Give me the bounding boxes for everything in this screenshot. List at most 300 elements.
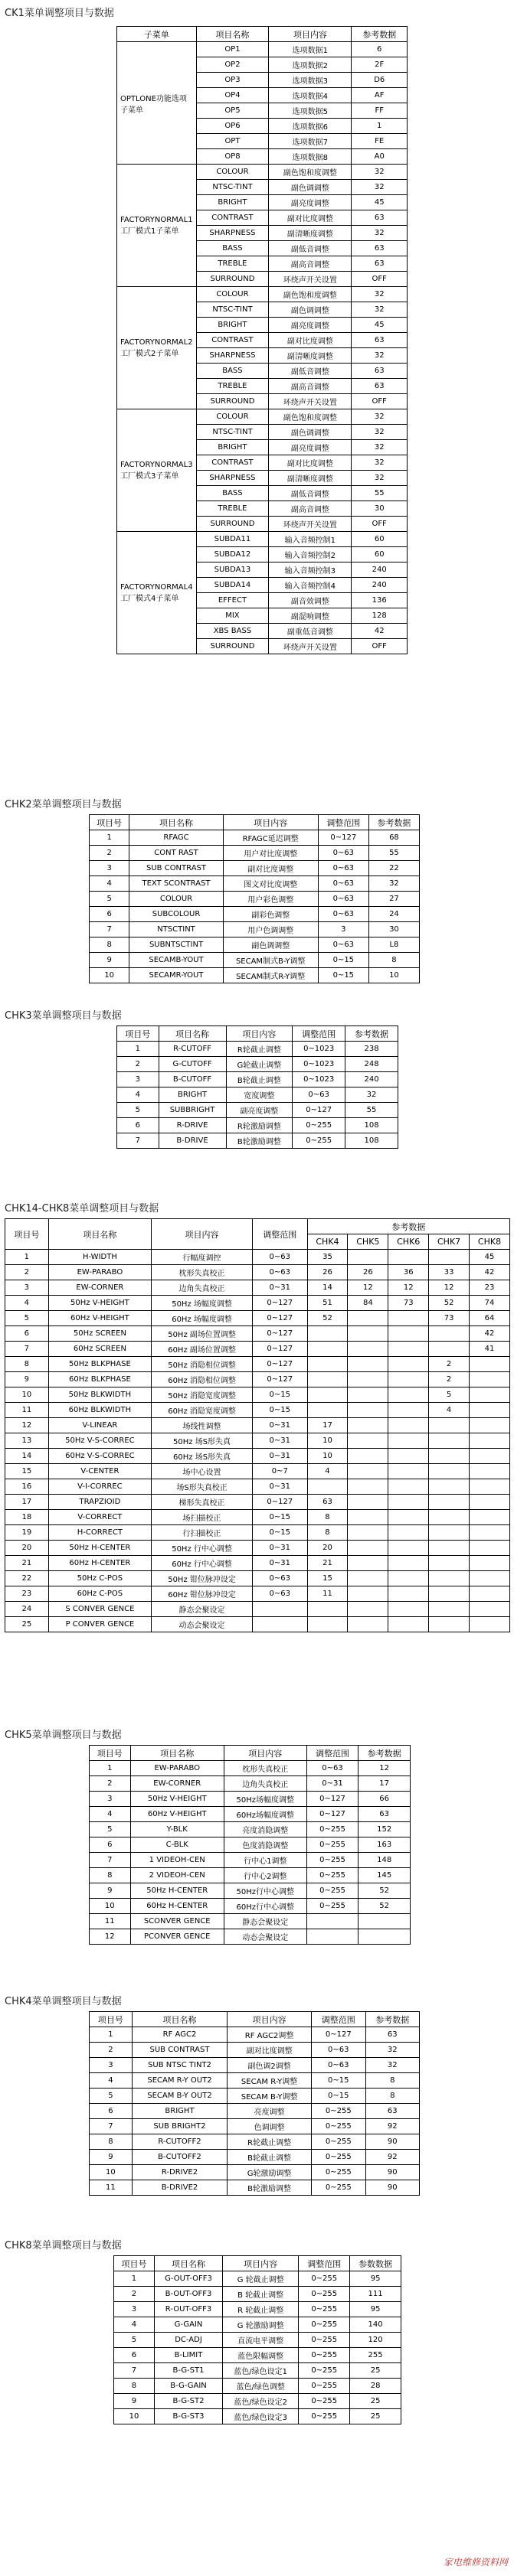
table-cell: 0~255	[312, 2119, 365, 2134]
table-cell: COLOUR	[129, 892, 223, 907]
table-cell: 28	[350, 2379, 401, 2394]
table-cell: 4	[90, 2073, 133, 2089]
table-cell	[388, 1326, 429, 1342]
table-cell: S CONVER GENCE	[48, 1602, 151, 1617]
table-cell: 0~255	[306, 1822, 358, 1837]
table-cell: 11	[90, 1914, 131, 1929]
table-cell: 8	[307, 1510, 348, 1525]
column-header: 项目名称	[196, 27, 269, 42]
table-cell	[388, 1617, 429, 1632]
table-row	[90, 830, 420, 846]
column-header: 参考数据	[345, 1026, 398, 1042]
column-header: 调整范围	[318, 815, 368, 830]
table-cell: SECAM制式R-Y调整	[223, 968, 318, 983]
table-cell: 111	[350, 2287, 401, 2302]
table-cell: 0~127	[252, 1311, 307, 1326]
table-cell: 场扫描校正	[152, 1510, 253, 1525]
table-cell	[388, 1464, 429, 1479]
table-cell: 0~1023	[293, 1057, 345, 1072]
table-row	[117, 1118, 398, 1133]
table-cell: 11	[90, 2180, 133, 2196]
chk3-table	[116, 1026, 398, 1149]
table-cell: B-G-ST3	[154, 2409, 222, 2424]
table-cell	[429, 1449, 470, 1464]
table-cell: OP5	[196, 103, 269, 119]
table-cell: SURROUND	[196, 517, 269, 532]
table-cell: 0~255	[306, 1899, 358, 1914]
table-cell: 17	[5, 1495, 49, 1510]
table-cell: 0~255	[306, 1837, 358, 1853]
table-cell: 副亮度调整	[269, 195, 352, 210]
table-cell: 副色饱和度调整	[269, 409, 352, 425]
column-header: 调整范围	[293, 1026, 345, 1042]
table-cell	[348, 1372, 388, 1387]
table-cell: 17	[307, 1418, 348, 1433]
table-cell: 10	[307, 1449, 348, 1464]
table-cell: 51	[307, 1296, 348, 1311]
table-cell	[429, 1495, 470, 1510]
table-row	[5, 1433, 510, 1449]
table-cell: P CONVER GENCE	[48, 1617, 151, 1632]
chk2-table	[89, 814, 420, 983]
table-cell: 50Hz 钳位脉冲设定	[152, 1571, 253, 1586]
table-cell	[388, 1541, 429, 1556]
table-row	[90, 1761, 411, 1776]
table-cell	[388, 1510, 429, 1525]
table-cell: 副高音调整	[269, 501, 352, 517]
table-cell: 2	[114, 2287, 155, 2302]
table-cell: 0~127	[318, 830, 368, 846]
table-cell: 50Hz BLKWIDTH	[48, 1387, 151, 1403]
table-cell: 场S形失真校正	[152, 1479, 253, 1495]
table-row	[117, 1072, 398, 1087]
table-cell: SUBDA14	[196, 578, 269, 593]
table-cell: SUBDA13	[196, 562, 269, 578]
table-cell: Y-BLK	[130, 1822, 224, 1837]
table-cell: 用户对比度调整	[223, 846, 318, 861]
table-cell: 副彩色调整	[223, 907, 318, 922]
table-cell	[348, 1495, 388, 1510]
table-cell: 50Hz 行中心调整	[152, 1541, 253, 1556]
table-cell	[388, 1586, 429, 1602]
column-header: 项目内容	[228, 2012, 312, 2027]
table-cell: 42	[470, 1265, 510, 1280]
table-cell: 5	[90, 1822, 131, 1837]
table-cell: 30	[368, 922, 419, 937]
table-cell: 0~31	[252, 1541, 307, 1556]
table-cell: 8	[90, 937, 129, 953]
table-cell: 50Hz V-HEIGHT	[48, 1296, 151, 1311]
table-cell	[470, 1556, 510, 1571]
table-cell: B轮截止调整	[226, 1072, 293, 1087]
table-cell: BRIGHT	[196, 440, 269, 455]
table-cell	[307, 1403, 348, 1418]
table-row	[90, 907, 420, 922]
table-cell: 60Hz 副场位置调整	[152, 1342, 253, 1357]
table-cell: 9	[90, 953, 129, 968]
table-cell	[388, 1495, 429, 1510]
table-cell: 9	[114, 2394, 155, 2409]
table-cell: 74	[470, 1296, 510, 1311]
table-cell	[470, 1449, 510, 1464]
table-cell: 0~127	[252, 1357, 307, 1372]
table-cell: 10	[90, 2165, 133, 2180]
table-cell: 60Hz 场S形失真	[152, 1449, 253, 1464]
table-cell: 环绕声开关设置	[269, 272, 352, 287]
table-cell: 73	[429, 1311, 470, 1326]
table-cell: R 轮截止调整	[223, 2302, 299, 2317]
table-cell: 0~255	[312, 2150, 365, 2165]
table-cell: 24	[368, 907, 419, 922]
table-cell: B轮截止调整	[228, 2150, 312, 2165]
table-cell	[348, 1525, 388, 1541]
table-cell	[388, 1479, 429, 1495]
table-cell: 45	[352, 195, 408, 210]
table-cell: 63	[352, 256, 408, 272]
submenu-name-cell: FACTORYNORMAL1工厂模式1子菜单	[117, 165, 197, 287]
table-cell	[306, 1914, 358, 1929]
table-cell	[470, 1510, 510, 1525]
table-row	[5, 1525, 510, 1541]
column-header: 项目名称	[48, 1219, 151, 1250]
table-cell	[470, 1433, 510, 1449]
table-cell: 行幅度调控	[152, 1250, 253, 1265]
table-cell	[388, 1602, 429, 1617]
chk4-table	[89, 2011, 420, 2196]
table-row	[117, 1087, 398, 1103]
table-cell	[307, 1479, 348, 1495]
table-cell: 16	[5, 1479, 49, 1495]
table-cell: R-DRIVE2	[132, 2165, 227, 2180]
table-cell: 梯形失真校正	[152, 1495, 253, 1510]
table-cell: 0~255	[299, 2271, 350, 2287]
table-cell: 6	[90, 907, 129, 922]
column-header: 项目内容	[152, 1219, 253, 1250]
table-row	[90, 876, 420, 892]
table-row	[90, 2073, 420, 2089]
table-cell: 0~63	[318, 876, 368, 892]
column-header: 调整范围	[299, 2256, 350, 2271]
table-cell: CONT RAST	[129, 846, 223, 861]
table-cell: 90	[365, 2180, 419, 2196]
table-cell: COLOUR	[196, 165, 269, 180]
table-cell: 4	[90, 876, 129, 892]
column-header: 项目内容	[223, 815, 318, 830]
table-cell: 15	[5, 1464, 49, 1479]
table-cell: 2	[117, 1057, 159, 1072]
table-cell: 145	[358, 1868, 411, 1883]
table-cell: 副高音调整	[269, 256, 352, 272]
table-cell: 240	[345, 1072, 398, 1087]
column-header: 项目内容	[269, 27, 352, 42]
table-cell: 10	[307, 1433, 348, 1449]
table-row	[5, 1449, 510, 1464]
table-cell: 4	[5, 1296, 49, 1311]
table-cell: 50Hz场幅度调整	[224, 1792, 306, 1807]
table-cell: 63	[352, 241, 408, 256]
table-cell: SUB CONTRAST	[132, 2043, 227, 2058]
table-row	[117, 532, 408, 547]
table-row	[5, 1357, 510, 1372]
table-cell: 0~63	[318, 892, 368, 907]
table-cell: OP8	[196, 149, 269, 165]
table-cell: 60Hz H-CENTER	[48, 1556, 151, 1571]
table-cell: BASS	[196, 364, 269, 379]
table-cell: 240	[352, 562, 408, 578]
chk5-title: CHK5菜单调整项目与数据	[5, 1730, 122, 1741]
table-cell: 副低音调整	[269, 364, 352, 379]
table-cell: G-OUT-OFF3	[154, 2271, 222, 2287]
table-cell: 128	[352, 608, 408, 624]
table-cell: 12	[348, 1280, 388, 1296]
table-cell: V-CORRECT	[48, 1510, 151, 1525]
chk8-table	[113, 2255, 401, 2424]
column-header: 项目名称	[154, 2256, 222, 2271]
table-cell: 6	[114, 2348, 155, 2363]
table-cell: 蓝色限幅调整	[223, 2348, 299, 2363]
table-cell	[348, 1479, 388, 1495]
table-cell: 副清晰度调整	[269, 471, 352, 486]
table-cell: SUB CONTRAST	[129, 861, 223, 876]
table-cell	[348, 1586, 388, 1602]
table-row	[90, 1776, 411, 1792]
table-cell: SURROUND	[196, 272, 269, 287]
table-cell: 副重低音调整	[269, 624, 352, 639]
table-cell: SURROUND	[196, 639, 269, 654]
table-cell: SECAM R-Y OUT2	[132, 2073, 227, 2089]
table-cell: 23	[5, 1586, 49, 1602]
table-cell: SUB BRIGHT2	[132, 2119, 227, 2134]
column-header: 参考数据	[358, 1746, 411, 1761]
table-cell	[306, 1929, 358, 1945]
table-cell: 选项数据3	[269, 73, 352, 88]
table-cell: 0~255	[299, 2302, 350, 2317]
table-cell: 22	[368, 861, 419, 876]
table-row	[117, 42, 408, 57]
table-cell: 7	[90, 2119, 133, 2134]
table-cell: 0~15	[252, 1387, 307, 1403]
table-cell: 直流电平调整	[223, 2333, 299, 2348]
table-cell: SECAM制式B-Y调整	[223, 953, 318, 968]
ck1-title: CK1菜单调整项目与数据	[5, 8, 114, 19]
table-cell	[429, 1433, 470, 1449]
table-cell: TREBLE	[196, 379, 269, 394]
table-cell: 25	[350, 2394, 401, 2409]
table-cell: 8	[5, 1357, 49, 1372]
table-cell: NTSC-TINT	[196, 180, 269, 195]
table-header-row	[90, 815, 420, 830]
table-cell	[388, 1387, 429, 1403]
table-row	[90, 2027, 420, 2043]
table-row	[90, 2180, 420, 2196]
table-cell: 0~255	[299, 2317, 350, 2333]
table-cell: 6	[90, 1837, 131, 1853]
table-cell: 0~63	[312, 2058, 365, 2073]
table-cell: 45	[352, 318, 408, 333]
table-cell: 行中心2调整	[224, 1868, 306, 1883]
table-cell: SUBDA12	[196, 547, 269, 562]
table-cell: 0~1023	[293, 1042, 345, 1057]
table-cell	[348, 1556, 388, 1571]
table-cell	[388, 1449, 429, 1464]
table-cell: MIX	[196, 608, 269, 624]
table-cell: 108	[345, 1118, 398, 1133]
table-cell	[429, 1464, 470, 1479]
table-row	[5, 1387, 510, 1403]
column-header: 项目名称	[159, 1026, 226, 1042]
table-cell	[348, 1403, 388, 1418]
table-cell: 55	[368, 846, 419, 861]
table-cell: 152	[358, 1822, 411, 1837]
table-cell: NTSC-TINT	[196, 302, 269, 318]
table-cell: 0~31	[252, 1433, 307, 1449]
table-cell: 60Hz 钳位脉冲设定	[152, 1586, 253, 1602]
table-cell	[348, 1571, 388, 1586]
table-cell: 副低音调整	[269, 486, 352, 501]
table-cell	[348, 1464, 388, 1479]
table-cell: 枕形失真校正	[152, 1265, 253, 1280]
column-header: 项目名称	[132, 2012, 227, 2027]
chk14-title: CHK14-CHK8菜单调整项目与数据	[5, 1203, 159, 1215]
table-row	[90, 2058, 420, 2073]
table-cell: B-OUT-OFF3	[154, 2287, 222, 2302]
table-cell: 副色饱和度调整	[269, 165, 352, 180]
table-cell: 选项数据8	[269, 149, 352, 165]
table-cell: BASS	[196, 241, 269, 256]
table-cell	[388, 1556, 429, 1571]
column-header: 参考数据	[368, 815, 419, 830]
table-cell: 63	[352, 364, 408, 379]
table-row	[114, 2409, 401, 2424]
table-cell: 动态会聚设定	[152, 1617, 253, 1632]
table-cell: 60Hz场幅度调整	[224, 1807, 306, 1822]
submenu-name-cell: FACTORYNORMAL2工厂模式2子菜单	[117, 287, 197, 409]
table-cell: V-LINEAR	[48, 1418, 151, 1433]
table-cell: 图文对比度调整	[223, 876, 318, 892]
table-cell: 0~1023	[293, 1072, 345, 1087]
table-cell: 41	[470, 1342, 510, 1357]
table-cell: EW-PARABO	[130, 1761, 224, 1776]
table-cell	[429, 1326, 470, 1342]
table-cell: 副对比度调整	[269, 210, 352, 226]
table-cell: 0~15	[312, 2073, 365, 2089]
table-cell: 副高音调整	[269, 379, 352, 394]
table-cell	[429, 1525, 470, 1541]
table-cell: 8	[365, 2089, 419, 2104]
table-cell: B-G-ST1	[154, 2363, 222, 2379]
table-cell: 副清晰度调整	[269, 348, 352, 364]
table-cell	[348, 1602, 388, 1617]
table-cell: B-DRIVE	[159, 1133, 226, 1149]
table-cell: SURROUND	[196, 394, 269, 409]
table-cell: 15	[307, 1571, 348, 1586]
table-row	[117, 287, 408, 302]
table-cell: 50Hz C-POS	[48, 1571, 151, 1586]
table-cell: 8	[365, 2073, 419, 2089]
table-row	[114, 2317, 401, 2333]
table-cell	[470, 1464, 510, 1479]
table-cell: SUBNTSCTINT	[129, 937, 223, 953]
table-cell	[429, 1556, 470, 1571]
table-row	[90, 1837, 411, 1853]
table-cell: OFF	[352, 394, 408, 409]
table-cell: 2	[90, 846, 129, 861]
table-cell: 7	[5, 1342, 49, 1357]
column-header: 项目号	[114, 2256, 155, 2271]
table-cell	[388, 1311, 429, 1326]
table-cell: 7	[114, 2363, 155, 2379]
table-row	[5, 1296, 510, 1311]
table-cell: 90	[365, 2134, 419, 2150]
table-cell: 选项数据5	[269, 103, 352, 119]
table-cell: B-G-ST2	[154, 2394, 222, 2409]
table-cell: 52	[429, 1296, 470, 1311]
table-cell: 0~255	[299, 2379, 350, 2394]
table-cell: TRAPZIOID	[48, 1495, 151, 1510]
table-cell	[307, 1326, 348, 1342]
table-cell: H-WIDTH	[48, 1250, 151, 1265]
table-cell: 0~63	[293, 1087, 345, 1103]
table-cell	[358, 1914, 411, 1929]
chk2-title: CHK2菜单调整项目与数据	[5, 799, 122, 810]
table-row	[5, 1265, 510, 1280]
table-cell: SECAMR-YOUT	[129, 968, 223, 983]
table-cell: 静态会聚设定	[152, 1602, 253, 1617]
table-cell: 52	[307, 1311, 348, 1326]
table-cell: 66	[358, 1792, 411, 1807]
table-cell: 输入音频控制3	[269, 562, 352, 578]
table-cell: 63	[365, 2027, 419, 2043]
table-cell: 用户色调调整	[223, 922, 318, 937]
table-cell: 7	[90, 922, 129, 937]
table-cell: 0~255	[299, 2409, 350, 2424]
table-cell	[470, 1571, 510, 1586]
table-row	[5, 1311, 510, 1326]
table-cell: 色度消隐调整	[224, 1837, 306, 1853]
table-cell: TREBLE	[196, 256, 269, 272]
submenu-name-cell: FACTORYNORMAL4工厂模式4子菜单	[117, 532, 197, 654]
table-cell: 20	[307, 1541, 348, 1556]
table-cell: 63	[352, 379, 408, 394]
table-cell: 12	[388, 1280, 429, 1296]
table-cell	[348, 1449, 388, 1464]
table-row	[117, 1057, 398, 1072]
column-subheader: CHK8	[470, 1234, 510, 1250]
table-cell: 0~127	[306, 1807, 358, 1822]
table-cell: 0~255	[293, 1118, 345, 1133]
table-cell	[429, 1342, 470, 1357]
table-cell	[388, 1525, 429, 1541]
table-cell: 选项数据6	[269, 119, 352, 134]
table-cell: 35	[307, 1250, 348, 1265]
column-subheader: CHK5	[348, 1234, 388, 1250]
table-cell: EFFECT	[196, 593, 269, 608]
table-cell: 140	[350, 2317, 401, 2333]
table-cell: OFF	[352, 639, 408, 654]
table-cell: RF AGC2调整	[228, 2027, 312, 2043]
table-cell: 12	[358, 1761, 411, 1776]
table-cell: 3	[90, 861, 129, 876]
table-cell: 0~63	[318, 861, 368, 876]
table-cell: 25	[5, 1617, 49, 1632]
table-cell: 50Hz 副场位置调整	[152, 1326, 253, 1342]
table-cell: V-CENTER	[48, 1464, 151, 1479]
table-cell	[388, 1357, 429, 1372]
table-cell: 2F	[352, 57, 408, 73]
table-cell: 60Hz V-HEIGHT	[48, 1311, 151, 1326]
table-cell: 50Hz 消隐相位调整	[152, 1357, 253, 1372]
table-cell: COLOUR	[196, 409, 269, 425]
